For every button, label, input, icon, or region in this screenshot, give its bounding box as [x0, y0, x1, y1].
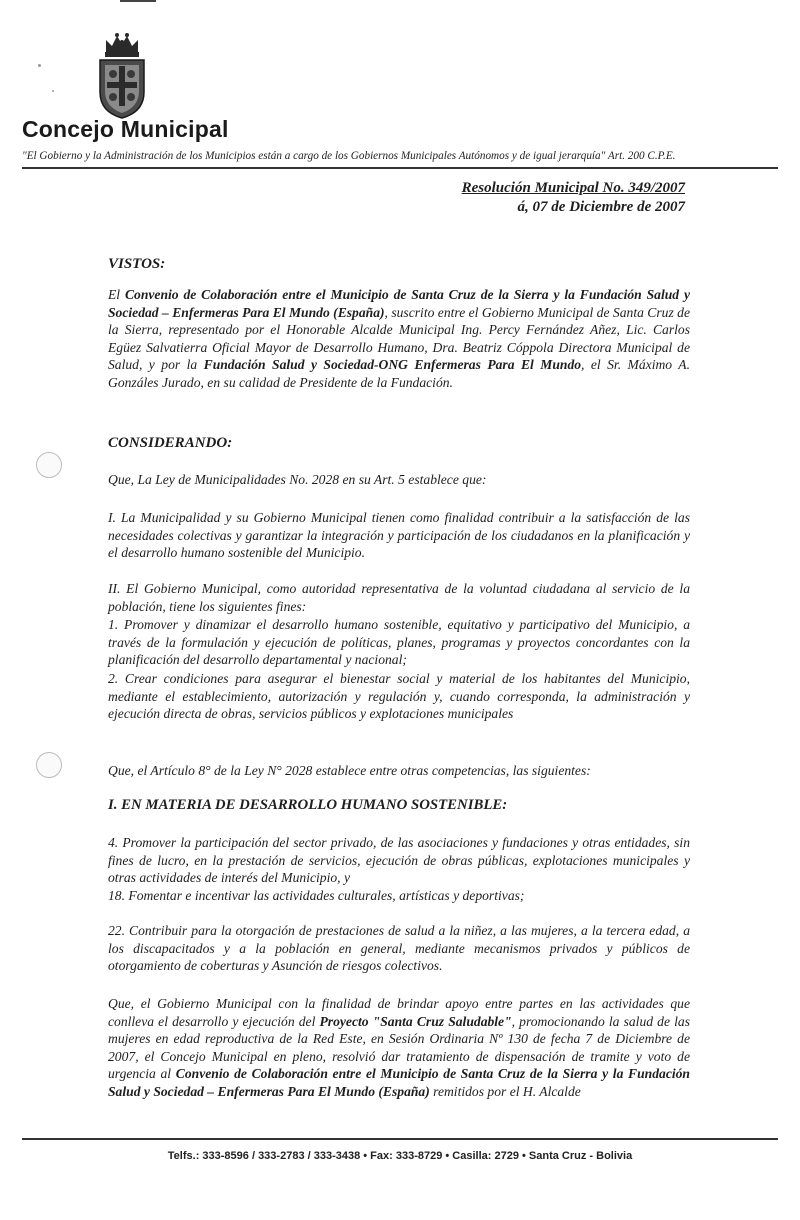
- aim-2: 2. Crear condiciones para asegurar el bienestar social y material de los habitantes del Municipio, mediante el establecimiento, autorización y regulación y, cuando corresponda, la administración y ejecución directa de obras, servicios públicos y explotaciones municipales: [108, 671, 690, 722]
- constitutional-motto: "El Gobierno y la Administración de los Municipios están a cargo de los Gobiernos Municipales Autónomos y de igual jerarquía" Art. 200 C.P.E.: [22, 150, 676, 162]
- competence-18: 18. Fomentar e incentivar las actividades culturales, artísticas y deportivas;: [108, 888, 525, 903]
- footer-contact: Telfs.: 333-8596 / 333-2783 / 333-3438 • Fax: 333-8729 • Casilla: 2729 • Santa Cruz - Bolivia: [167, 1150, 633, 1162]
- punch-hole-icon: [36, 452, 62, 478]
- considerando-intro: Que, La Ley de Municipalidades No. 2028 en su Art. 5 establece que:: [108, 472, 487, 487]
- resolution-number: Resolución Municipal No. 349/2007: [461, 180, 685, 196]
- aim-1: 1. Promover y dinamizar el desarrollo humano sostenible, equitativo y participativo del Municipio, a través de la formulación y ejecución de políticas, planes, programas y proyectos concordantes con la planificación del desarrollo departamental y nacional;: [108, 617, 690, 668]
- article-8-intro: Que, el Artículo 8° de la Ley N° 2028 establece entre otras competencias, las siguientes:: [108, 763, 591, 778]
- article-5-item-2: II. El Gobierno Municipal, como autoridad representativa de la voluntad ciudadana al servicio de la población, tiene los siguientes fines:: [108, 581, 690, 614]
- article-5-item-1: I. La Municipalidad y su Gobierno Municipal tienen como finalidad contribuir a la satisfacción de las necesidades colectivas y garantizar la integración y participación de los ciudadanos en la planificación y el desarrollo humano sostenible del Municipio.: [108, 510, 690, 561]
- section-heading-vistos: VISTOS:: [108, 256, 166, 272]
- resolution-motive-paragraph: Que, el Gobierno Municipal con la finalidad de brindar apoyo entre partes en las actividades que conlleva el desarrollo y ejecución del Proyecto "Santa Cruz Saludable", promocionando la salud de las mujeres en edad reproductiva de la Red Este, en Sesión Ordinaria Nº 130 de fecha 7 de Diciembre de 2007, el Concejo Municipal en pleno, resolvió dar tratamiento de dispensación de tramite y voto de urgencia al Convenio de Colaboración entre el Municipio de Santa Cruz de la Sierra y la Fundación Salud y Sociedad – Enfermeras Para El Mundo (España) remitidos por el H. Alcalde: [108, 996, 690, 1099]
- section-heading-considerando: CONSIDERANDO:: [108, 435, 233, 451]
- top-edge-mark: [120, 0, 156, 2]
- scan-speck: [52, 90, 54, 92]
- subsection-heading-desarrollo: I. EN MATERIA DE DESARROLLO HUMANO SOSTENIBLE:: [108, 797, 508, 813]
- competence-4: 4. Promover la participación del sector privado, de las asociaciones y fundaciones y otras entidades, sin fines de lucro, en la prestación de servicios, ejecución de obras públicas, explotaciones municipales y otras actividades de interés del Municipio, y: [108, 835, 690, 886]
- resolution-date: á, 07 de Diciembre de 2007: [517, 199, 685, 215]
- header-divider: [22, 167, 778, 169]
- footer-divider: [22, 1138, 778, 1140]
- punch-hole-icon: [36, 752, 62, 778]
- competence-22: 22. Contribuir para la otorgación de prestaciones de salud a la niñez, a las mujeres, a la tercera edad, a los discapacitados y a la población en general, mediante mecanismos privados y públicos de otorgamiento de coberturas y Asunción de riesgos colectivos.: [108, 923, 690, 974]
- vistos-paragraph: El Convenio de Colaboración entre el Municipio de Santa Cruz de la Sierra y la Fundación Salud y Sociedad – Enfermeras Para El Mundo (España), suscrito entre el Gobierno Municipal de Santa Cruz de la Sierra, representado por el Honorable Alcalde Municipal Ing. Percy Fernández Añez, Lic. Carlos Egüez Salvatierra Oficial Mayor de Desarrollo Humano, Dra. Beatriz Cóppola Directora Municipal de Salud, y por la Fundación Salud y Sociedad-ONG Enfermeras Para El Mundo, el Sr. Máximo A. Gonzáles Jurado, en su calidad de Presidente de la Fundación.: [108, 287, 690, 390]
- scan-speck: [38, 64, 41, 67]
- organization-name: Concejo Municipal: [22, 116, 229, 142]
- coat-of-arms-icon: [94, 30, 150, 120]
